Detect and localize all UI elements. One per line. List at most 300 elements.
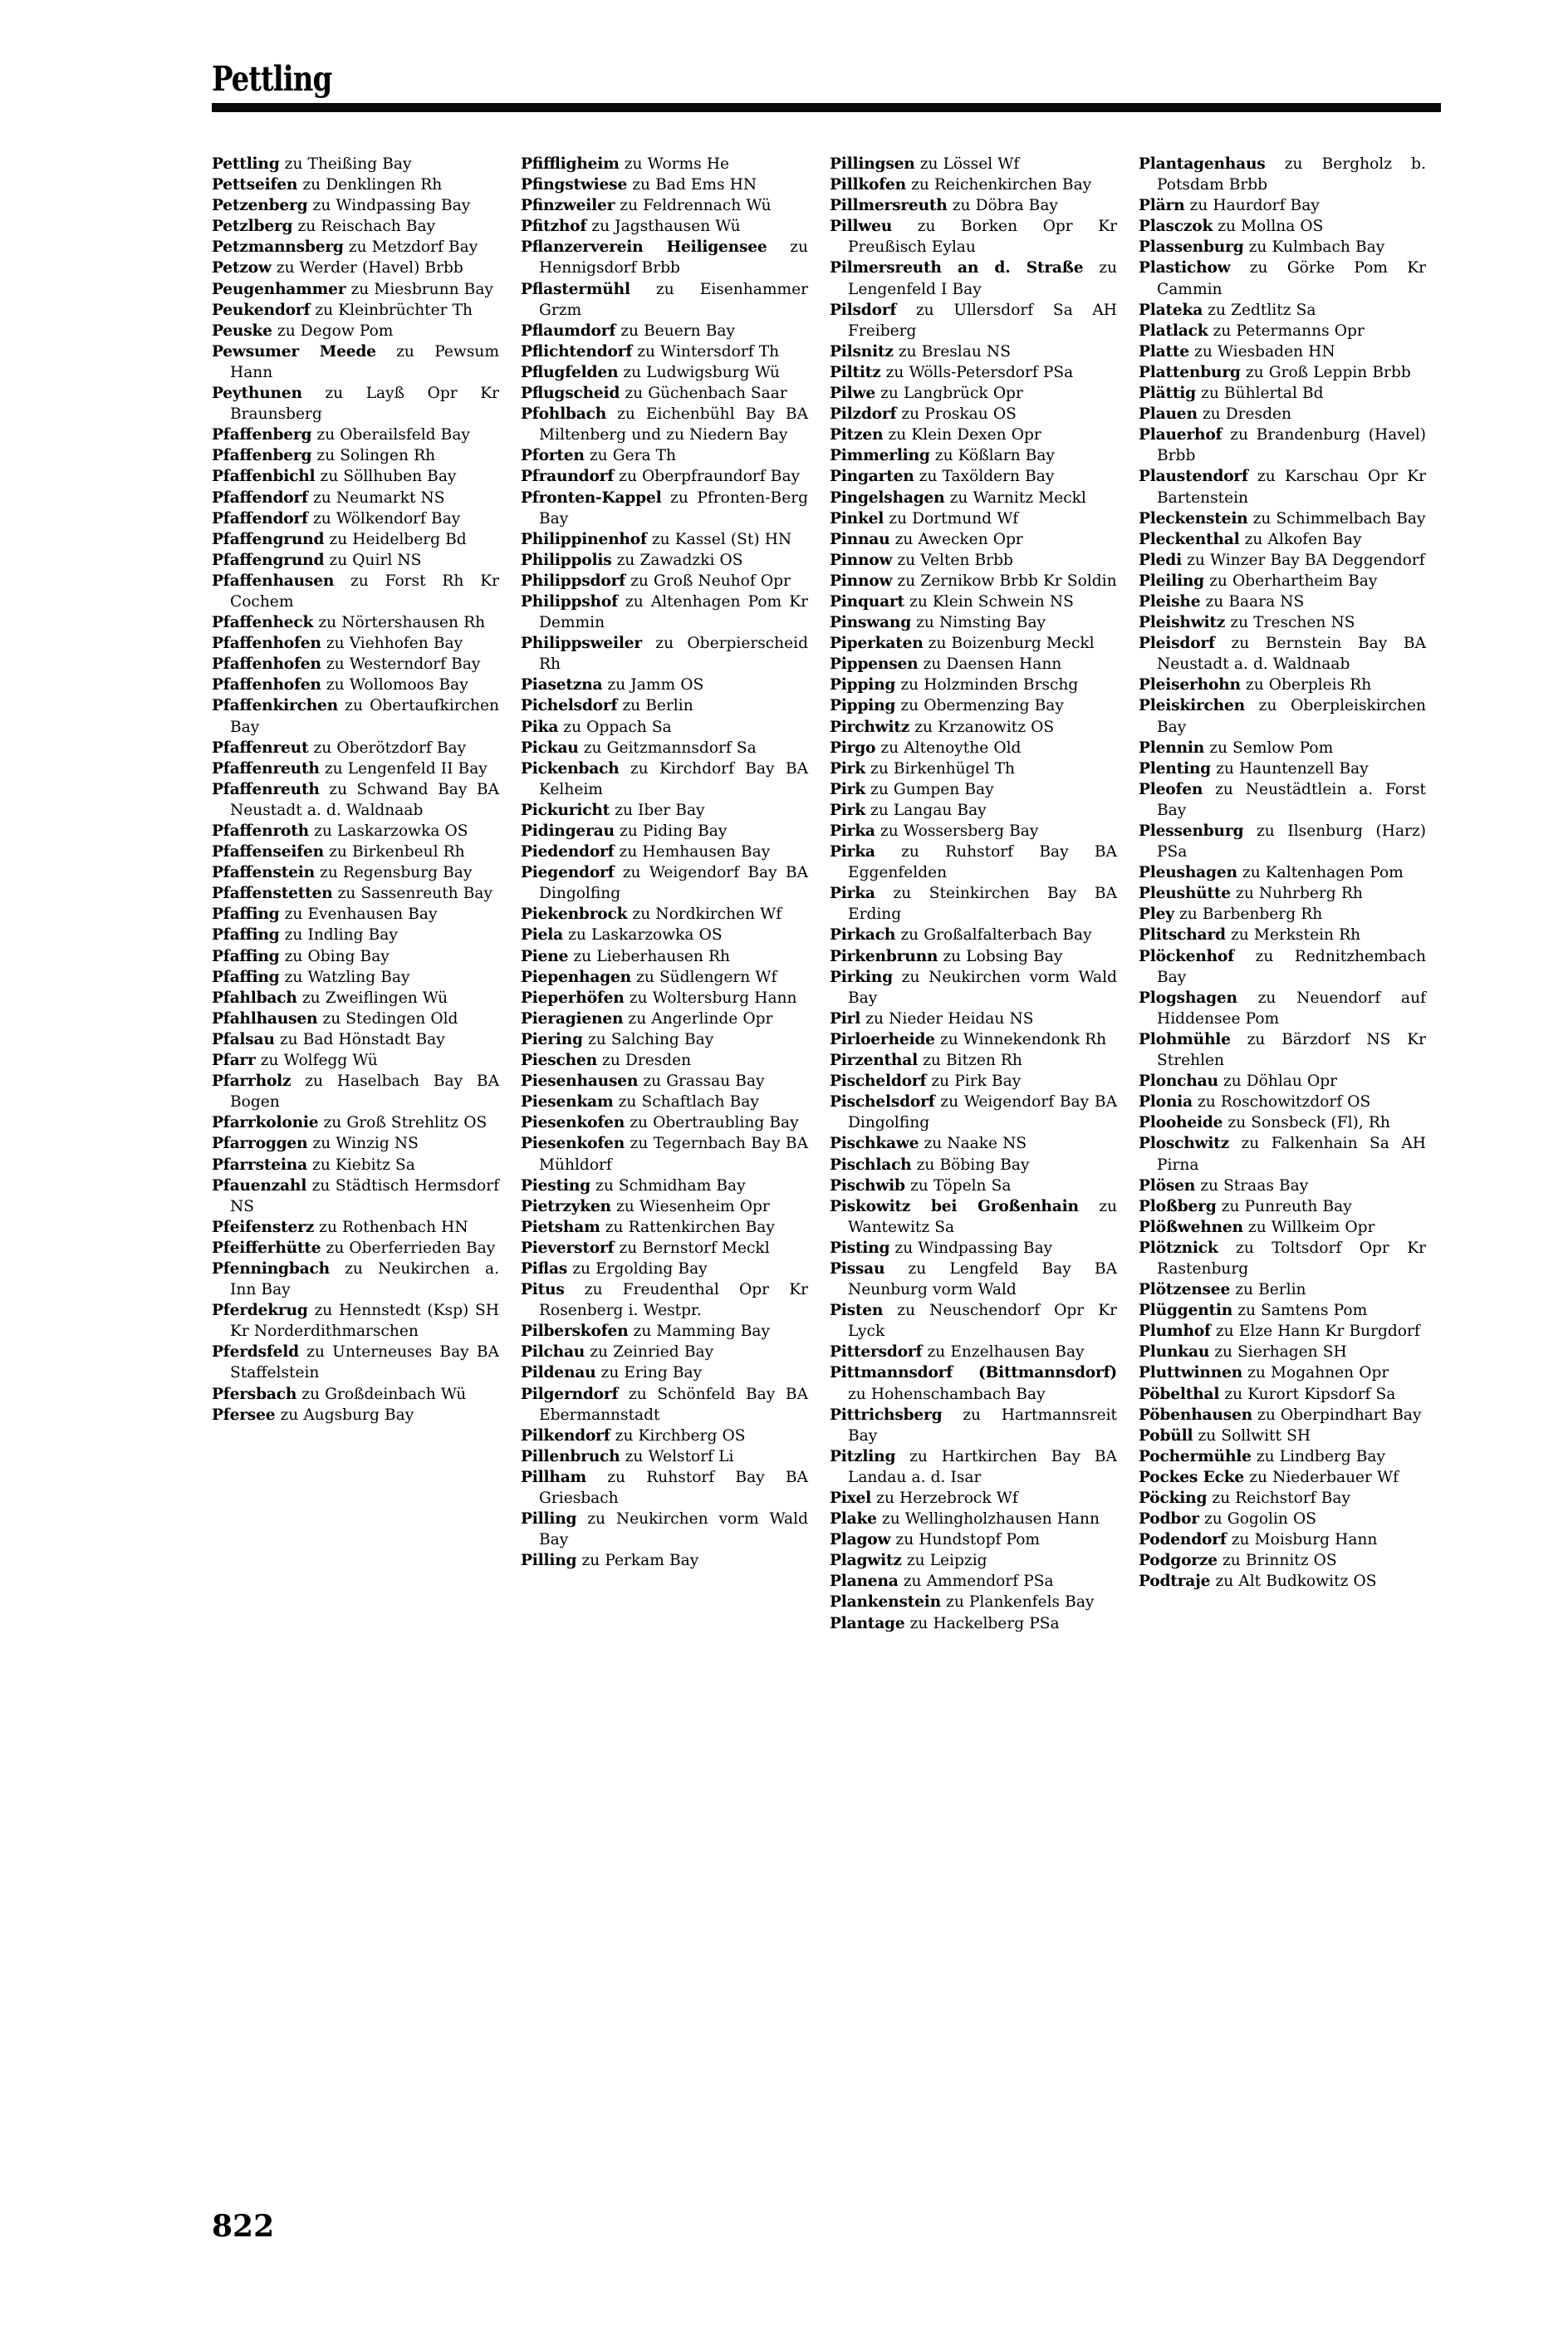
gazetteer-entry: [212, 321, 499, 341]
entry-reference: zu Reichenkirchen Bay: [906, 176, 1092, 194]
entry-headword: Pöbenhausen: [1139, 1406, 1252, 1424]
entry-headword: Pfaffenberg: [212, 426, 312, 444]
gazetteer-entry: [212, 383, 499, 425]
entry-headword: Petzenberg: [212, 197, 308, 215]
gazetteer-entry: [521, 404, 808, 445]
entry-reference: zu Kirchberg OS: [610, 1426, 746, 1445]
entry-reference: zu Kaltenhagen Pom: [1237, 864, 1404, 882]
entry-headword: Pfaffing: [212, 947, 280, 965]
entry-headword: Ploschwitz: [1139, 1135, 1229, 1153]
entry-headword: Piesenkofen: [521, 1114, 625, 1132]
entry-reference: zu Hartmannsreit Bay: [848, 1406, 1117, 1445]
entry-headword: Pfersee: [212, 1406, 276, 1424]
gazetteer-entry: [830, 1009, 1117, 1029]
entry-reference: zu Herzebrock Wf: [871, 1490, 1018, 1507]
gazetteer-entry: [830, 1362, 1117, 1404]
gazetteer-entry: [830, 1050, 1117, 1071]
entry-headword: Pilkendorf: [521, 1426, 610, 1445]
entry-headword: Piperkaten: [830, 635, 924, 653]
gazetteer-entry: [830, 633, 1117, 654]
entry-headword: Pfarrholz: [212, 1072, 292, 1091]
gazetteer-entry: [212, 445, 499, 466]
entry-headword: Pinquart: [830, 592, 904, 611]
entry-headword: Pittersdorf: [830, 1343, 923, 1362]
entry-headword: Plassenburg: [1139, 238, 1244, 257]
entry-reference: zu Birkenbeul Rh: [323, 843, 465, 861]
gazetteer-entry: [1139, 1071, 1426, 1092]
gazetteer-entry: [830, 1405, 1117, 1446]
entry-headword: Pfaffengrund: [212, 530, 325, 548]
gazetteer-entry: [1139, 925, 1426, 945]
gazetteer-entry: [212, 612, 499, 633]
entry-reference: zu Alt Budkowitz OS: [1210, 1573, 1377, 1591]
entry-headword: Pildenau: [521, 1364, 596, 1382]
entry-reference: zu Tegernbach Bay BA Mühldorf: [539, 1135, 808, 1174]
entry-reference: zu Laskarzowka OS: [308, 822, 468, 840]
gazetteer-entry: [212, 633, 499, 654]
gazetteer-entry: [1139, 591, 1426, 612]
entry-headword: Plennin: [1139, 739, 1205, 757]
entry-headword: Pirka: [830, 822, 875, 840]
gazetteer-entry: [521, 1362, 808, 1383]
gazetteer-entry: [830, 675, 1117, 695]
page-header: [212, 60, 1441, 112]
entry-reference: zu Wellingholzhausen Hann: [876, 1510, 1100, 1529]
entry-reference: zu Lieberhausen Rh: [568, 947, 730, 965]
entry-reference: zu Oppach Sa: [558, 718, 672, 736]
gazetteer-entry: [521, 1321, 808, 1342]
entry-reference: zu Haurdorf Bay: [1184, 197, 1320, 215]
entry-reference: zu Bernstein Bay BA Neustadt a. d. Waldnaab: [1157, 635, 1426, 674]
gazetteer-entry: [212, 258, 499, 278]
entry-headword: Pipping: [830, 697, 896, 715]
entry-reference: zu Moisburg Hann: [1226, 1531, 1378, 1549]
entry-headword: Pflichtendorf: [521, 342, 633, 361]
gazetteer-entry: [1139, 571, 1426, 591]
entry-reference: zu Dresden: [1197, 405, 1291, 424]
gazetteer-entry: [830, 550, 1117, 571]
gazetteer-entry: [521, 1509, 808, 1550]
entry-reference: zu Brinnitz OS: [1217, 1552, 1337, 1570]
gazetteer-entry: [521, 842, 808, 862]
entry-headword: Pflanzerverein Heiligensee: [521, 238, 767, 257]
gazetteer-entry: [521, 237, 808, 278]
gazetteer-entry: [521, 445, 808, 466]
entry-headword: Pfingstwiese: [521, 176, 628, 194]
entry-headword: Peuske: [212, 321, 272, 340]
entry-headword: Plattenburg: [1139, 363, 1241, 381]
entry-headword: Petzow: [212, 259, 272, 277]
entry-headword: Philippinenhof: [521, 530, 647, 548]
entry-reference: zu Zernikow Brbb Kr Soldin: [892, 572, 1117, 590]
gazetteer-entry: [212, 174, 499, 195]
entry-reference: zu Neumarkt NS: [307, 488, 445, 507]
gazetteer-entry: [1139, 633, 1426, 675]
entry-headword: Podendorf: [1139, 1531, 1227, 1549]
gazetteer-entry: [521, 675, 808, 695]
gazetteer-entry: [830, 946, 1117, 967]
entry-headword: Platlack: [1139, 321, 1208, 340]
gazetteer-entry: [212, 779, 499, 821]
entry-reference: zu Haselbach Bay BA Bogen: [230, 1072, 499, 1112]
gazetteer-entry: [521, 591, 808, 633]
entry-headword: Plößwehnen: [1139, 1218, 1243, 1236]
entry-headword: Peythunen: [212, 385, 302, 403]
entry-reference: zu Schönfeld Bay BA Ebermannstadt: [539, 1385, 808, 1424]
entry-headword: Pilchau: [521, 1343, 586, 1362]
entry-reference: zu Miesbrunn Bay: [345, 280, 493, 298]
entry-headword: Plötzensee: [1139, 1281, 1231, 1299]
entry-headword: Pfaffenbichl: [212, 468, 316, 486]
gazetteer-entry: [521, 195, 808, 216]
entry-headword: Pleiling: [1139, 572, 1204, 590]
entry-reference: zu Wantewitz Sa: [848, 1197, 1117, 1236]
entry-headword: Pinnow: [830, 551, 893, 569]
entry-headword: Plitschard: [1139, 926, 1226, 945]
gazetteer-entry: [1139, 1112, 1426, 1133]
entry-headword: Pirka: [830, 885, 875, 903]
entry-reference: zu Ruhstorf Bay BA Eggenfelden: [848, 843, 1117, 882]
entry-reference: zu Berlin: [617, 697, 693, 715]
entry-reference: zu Klein Schwein NS: [904, 592, 1074, 611]
entry-headword: Plateka: [1139, 301, 1203, 319]
gazetteer-entry: [830, 1238, 1117, 1259]
entry-reference: zu Brandenburg (Havel) Brbb: [1157, 426, 1426, 465]
gazetteer-entry: [1139, 779, 1426, 821]
entry-reference: zu Baara NS: [1200, 592, 1305, 611]
header-rule: [212, 103, 1441, 112]
gazetteer-entry: [521, 1217, 808, 1238]
entry-headword: Pirzenthal: [830, 1052, 918, 1070]
entry-headword: Pimmerling: [830, 447, 930, 465]
gazetteer-entry: [830, 383, 1117, 404]
entry-headword: Pilberskofen: [521, 1323, 629, 1341]
entry-headword: Pockes Ecke: [1139, 1468, 1245, 1486]
entry-reference: zu Obing Bay: [279, 947, 390, 965]
entry-headword: Plenting: [1139, 759, 1211, 778]
entry-reference: zu Zedtlitz Sa: [1203, 301, 1316, 319]
gazetteer-entry: [830, 591, 1117, 612]
entry-reference: zu Rednitzhembach Bay: [1157, 947, 1426, 986]
entry-reference: zu Werder (Havel) Brbb: [271, 259, 463, 277]
entry-reference: zu Städtisch Hermsdorf NS: [230, 1176, 499, 1215]
entry-reference: zu Oberferrieden Bay: [321, 1239, 496, 1257]
gazetteer-entry: [1139, 466, 1426, 508]
entry-reference: zu Feldrennach Wü: [615, 197, 772, 215]
entry-headword: Pfaffenhausen: [212, 572, 335, 590]
gazetteer-entry: [521, 1342, 808, 1362]
gazetteer-entry: [1139, 883, 1426, 904]
entry-headword: Pfraundorf: [521, 468, 615, 486]
entry-reference: zu Lengenfeld I Bay: [848, 259, 1117, 298]
entry-headword: Piegendorf: [521, 864, 615, 882]
entry-headword: Pirchwitz: [830, 718, 910, 736]
entry-reference: zu Sierhagen SH: [1209, 1343, 1347, 1362]
gazetteer-entry: [830, 488, 1117, 508]
gazetteer-entry: [830, 466, 1117, 487]
entry-reference: zu Schaftlach Bay: [613, 1093, 759, 1112]
entry-headword: Pitus: [521, 1281, 565, 1299]
gazetteer-entry: [521, 550, 808, 571]
entry-headword: Plunkau: [1139, 1343, 1210, 1362]
entry-headword: Plonia: [1139, 1093, 1193, 1112]
entry-reference: zu Wossersberg Bay: [875, 822, 1039, 840]
entry-reference: zu Töpeln Sa: [904, 1176, 1012, 1195]
entry-headword: Pleiskirchen: [1139, 697, 1245, 715]
gazetteer-entry: [830, 1488, 1117, 1509]
entry-reference: zu Ludwigsburg Wü: [618, 363, 780, 381]
entry-reference: zu Degow Pom: [272, 321, 394, 340]
entry-headword: Peukendorf: [212, 301, 311, 319]
gazetteer-entry: [521, 946, 808, 967]
entry-headword: Piltitz: [830, 363, 881, 381]
gazetteer-entry: [1139, 1342, 1426, 1362]
entry-headword: Pillweu: [830, 218, 893, 236]
entry-headword: Pilmersreuth an d. Straße: [830, 259, 1084, 277]
gazetteer-entry: [212, 1217, 499, 1238]
entry-reference: zu Regensburg Bay: [314, 864, 473, 882]
entry-headword: Pledi: [1139, 551, 1182, 569]
gazetteer-entry: [521, 717, 808, 738]
entry-headword: Pflaumdorf: [521, 321, 616, 340]
entry-headword: Piasetzna: [521, 676, 603, 694]
entry-headword: Piesting: [521, 1176, 590, 1195]
entry-reference: zu Hartkirchen Bay BA Landau a. d. Isar: [848, 1447, 1117, 1486]
gazetteer-entry: [830, 425, 1117, 445]
entry-reference: zu Mollna OS: [1213, 218, 1324, 236]
gazetteer-entry: [830, 404, 1117, 425]
entry-headword: Pillenbruch: [521, 1447, 620, 1465]
entry-reference: zu Niederbauer Wf: [1244, 1468, 1399, 1486]
entry-reference: zu Leipzig: [901, 1552, 987, 1570]
entry-reference: zu Kleinbrüchter Th: [310, 301, 473, 319]
entry-reference: zu Winzig NS: [307, 1135, 419, 1153]
entry-reference: zu Bühlertal Bd: [1195, 385, 1324, 403]
gazetteer-entry: [212, 466, 499, 487]
entry-reference: zu Rothenbach HN: [314, 1218, 468, 1236]
gazetteer-entry: [521, 383, 808, 404]
entry-headword: Pillingsen: [830, 155, 915, 173]
entry-reference: zu Sassenreuth Bay: [332, 885, 493, 903]
gazetteer-entry: [830, 842, 1117, 883]
entry-reference: zu Oberpindhart Bay: [1252, 1406, 1422, 1424]
gazetteer-entry: [830, 1613, 1117, 1634]
entry-reference: zu Ilsenburg (Harz) PSa: [1157, 822, 1426, 861]
entry-reference: zu Stedingen Old: [317, 1009, 458, 1028]
entry-headword: Pleushagen: [1139, 864, 1237, 882]
gazetteer-entry: [830, 341, 1117, 362]
gazetteer-entry: [1139, 1529, 1426, 1550]
gazetteer-entry: [1139, 362, 1426, 383]
gazetteer-entry: [1139, 216, 1426, 237]
entry-headword: Pfaffendorf: [212, 509, 308, 528]
gazetteer-entry: [830, 883, 1117, 925]
entry-reference: zu Winnekendonk Rh: [934, 1030, 1107, 1048]
entry-headword: Pietrzyken: [521, 1197, 611, 1215]
entry-reference: zu Watzling Bay: [279, 968, 410, 986]
entry-reference: zu Ullersdorf Sa AH Freiberg: [848, 301, 1117, 340]
entry-reference: zu Görke Pom Kr Cammin: [1157, 259, 1426, 298]
entry-reference: zu Forst Rh Kr Cochem: [230, 572, 499, 611]
entry-headword: Pleiserhohn: [1139, 676, 1241, 694]
entry-headword: Pfarr: [212, 1052, 256, 1070]
entry-reference: zu Jamm OS: [602, 676, 704, 694]
gazetteer-entry: [212, 1133, 499, 1154]
gazetteer-entry: [521, 1384, 808, 1426]
entry-reference: zu Wiesbaden HN: [1188, 342, 1335, 361]
entry-headword: Pitzen: [830, 426, 884, 444]
entry-headword: Pfaffing: [212, 968, 280, 986]
gazetteer-entry: [1139, 612, 1426, 633]
entry-reference: zu Ruhstorf Bay BA Griesbach: [539, 1468, 808, 1507]
gazetteer-entry: [521, 279, 808, 321]
gazetteer-entry: [521, 758, 808, 800]
gazetteer-entry: [521, 1092, 808, 1112]
entry-reference: zu Ergolding Bay: [567, 1259, 708, 1278]
entry-headword: Podbor: [1139, 1510, 1199, 1529]
entry-reference: zu Weigendorf Bay BA Dingolfing: [539, 864, 808, 903]
entry-headword: Pickau: [521, 739, 579, 757]
entry-headword: Pilsdorf: [830, 301, 897, 319]
gazetteer-entry: [1139, 321, 1426, 341]
entry-reference: zu Kulmbach Bay: [1243, 238, 1385, 257]
gazetteer-entry: [830, 1259, 1117, 1300]
entry-reference: zu Bärzdorf NS Kr Strehlen: [1157, 1030, 1426, 1070]
entry-reference: zu Hackelberg PSa: [904, 1614, 1060, 1632]
gazetteer-entry: [521, 862, 808, 904]
gazetteer-entry: [521, 1009, 808, 1029]
entry-reference: zu Obertaufkirchen Bay: [230, 697, 499, 736]
entry-reference: zu Unterneuses Bay BA Staffelstein: [230, 1343, 499, 1382]
gazetteer-entry: [830, 1175, 1117, 1196]
gazetteer-entry: [1139, 1029, 1426, 1071]
entry-headword: Pillkofen: [830, 176, 907, 194]
entry-headword: Plötznick: [1139, 1239, 1218, 1257]
entry-headword: Pflugfelden: [521, 363, 619, 381]
entry-headword: Pilwe: [830, 385, 875, 403]
entry-reference: zu Weigendorf Bay BA Dingolfing: [848, 1093, 1117, 1132]
entry-headword: Pfaffenkirchen: [212, 697, 338, 715]
gazetteer-entry: [1139, 529, 1426, 550]
entry-reference: zu Nimsting Bay: [911, 614, 1046, 632]
gazetteer-entry: [521, 1446, 808, 1467]
entry-reference: zu Karschau Opr Kr Bartenstein: [1157, 468, 1426, 507]
entry-headword: Pirk: [830, 780, 865, 798]
gazetteer-entry: [1139, 1488, 1426, 1509]
entry-headword: Plake: [830, 1510, 877, 1529]
gazetteer-entry: [521, 695, 808, 716]
gazetteer-entry: [212, 1112, 499, 1133]
entry-headword: Pfohlbach: [521, 405, 607, 424]
gazetteer-entry: [212, 654, 499, 675]
gazetteer-entry: [830, 738, 1117, 758]
entry-reference: zu Taxöldern Bay: [914, 468, 1055, 486]
entry-reference: zu Langau Bay: [865, 801, 987, 819]
entry-headword: Pfaffenroth: [212, 822, 309, 840]
entry-reference: zu Steinkirchen Bay BA Erding: [848, 885, 1117, 924]
entry-headword: Piskowitz bei Großenhain: [830, 1197, 1079, 1215]
gazetteer-entry: [830, 508, 1117, 529]
entry-reference: zu Wollomoos Bay: [321, 676, 468, 694]
gazetteer-entry: [212, 1009, 499, 1029]
entry-headword: Pewsumer Meede: [212, 342, 376, 361]
entry-headword: Pochermühle: [1139, 1447, 1252, 1465]
gazetteer-entry: [521, 800, 808, 821]
entry-reference: zu Warnitz Meckl: [944, 488, 1086, 507]
entry-reference: zu Bitzen Rh: [917, 1052, 1022, 1070]
gazetteer-entry: [830, 925, 1117, 945]
gazetteer-entry: [830, 1300, 1117, 1342]
entry-reference: zu Laskarzowka OS: [563, 926, 723, 945]
entry-reference: zu Boizenburg Meckl: [923, 635, 1095, 653]
entry-reference: zu Punreuth Bay: [1216, 1197, 1352, 1215]
gazetteer-entry: [1139, 758, 1426, 779]
entry-reference: zu Mogahnen Opr: [1242, 1364, 1389, 1382]
entry-headword: Pickenbach: [521, 759, 620, 778]
entry-reference: zu Sonsbeck (Fl), Rh: [1223, 1114, 1390, 1132]
entry-reference: zu Holzminden Brschg: [895, 676, 1079, 694]
entry-headword: Pfalsau: [212, 1030, 275, 1048]
entry-headword: Pinswang: [830, 614, 912, 632]
gazetteer-entry: [212, 1405, 499, 1426]
entry-reference: zu Freudenthal Opr Kr Rosenberg i. Westpr.: [539, 1281, 808, 1320]
entry-headword: Pfitzhof: [521, 218, 587, 236]
entry-reference: zu Klein Dexen Opr: [883, 426, 1041, 444]
gazetteer-entry: [830, 758, 1117, 779]
entry-headword: Pfarrkolonie: [212, 1114, 319, 1132]
gazetteer-entry: [1139, 862, 1426, 883]
entry-headword: Pilsnitz: [830, 342, 894, 361]
entry-reference: zu Wölls-Petersdorf PSa: [880, 363, 1074, 381]
gazetteer-entry: [1139, 1300, 1426, 1321]
entry-reference: zu Zawadzki OS: [611, 551, 743, 569]
entry-headword: Pflugscheid: [521, 385, 620, 403]
entry-headword: Philippsdorf: [521, 572, 625, 590]
entry-headword: Piene: [521, 947, 569, 965]
gazetteer-entry: [521, 1196, 808, 1217]
gazetteer-entry: [521, 529, 808, 550]
entry-reference: zu Obermenzing Bay: [895, 697, 1064, 715]
gazetteer-entry: [1139, 1550, 1426, 1571]
gazetteer-entry: [1139, 1509, 1426, 1529]
gazetteer-entry: [212, 216, 499, 237]
text-column-3: [830, 154, 1139, 1634]
entry-reference: zu Grassau Bay: [638, 1072, 765, 1091]
entry-headword: Platte: [1139, 342, 1189, 361]
entry-headword: Plooheide: [1139, 1114, 1223, 1132]
gazetteer-entry: [830, 967, 1117, 1009]
entry-headword: Plärn: [1139, 197, 1185, 215]
entry-reference: zu Woltersburg Hann: [624, 989, 797, 1007]
entry-reference: zu Winzer Bay BA Deggendorf: [1181, 551, 1425, 569]
entry-headword: Pferdekrug: [212, 1302, 308, 1320]
gazetteer-entry: [521, 571, 808, 591]
entry-reference: zu Beuern Bay: [615, 321, 736, 340]
gazetteer-entry: [212, 1175, 499, 1217]
entry-headword: Pfenningbach: [212, 1259, 330, 1278]
entry-reference: zu Bergholz b. Potsdam Brbb: [1157, 155, 1426, 194]
entry-reference: zu Großdeinbach Wü: [296, 1385, 467, 1403]
entry-reference: zu Gogolin OS: [1198, 1510, 1316, 1529]
entry-headword: Philippshof: [521, 592, 618, 611]
entry-reference: zu Oberpleis Rh: [1240, 676, 1372, 694]
entry-reference: zu Zweiflingen Wü: [296, 989, 448, 1007]
gazetteer-entry: [830, 1155, 1117, 1175]
entry-headword: Pfaffenstetten: [212, 885, 333, 903]
gazetteer-entry: [212, 1050, 499, 1071]
entry-headword: Piedendorf: [521, 843, 615, 861]
entry-reference: zu Gumpen Bay: [865, 780, 994, 798]
